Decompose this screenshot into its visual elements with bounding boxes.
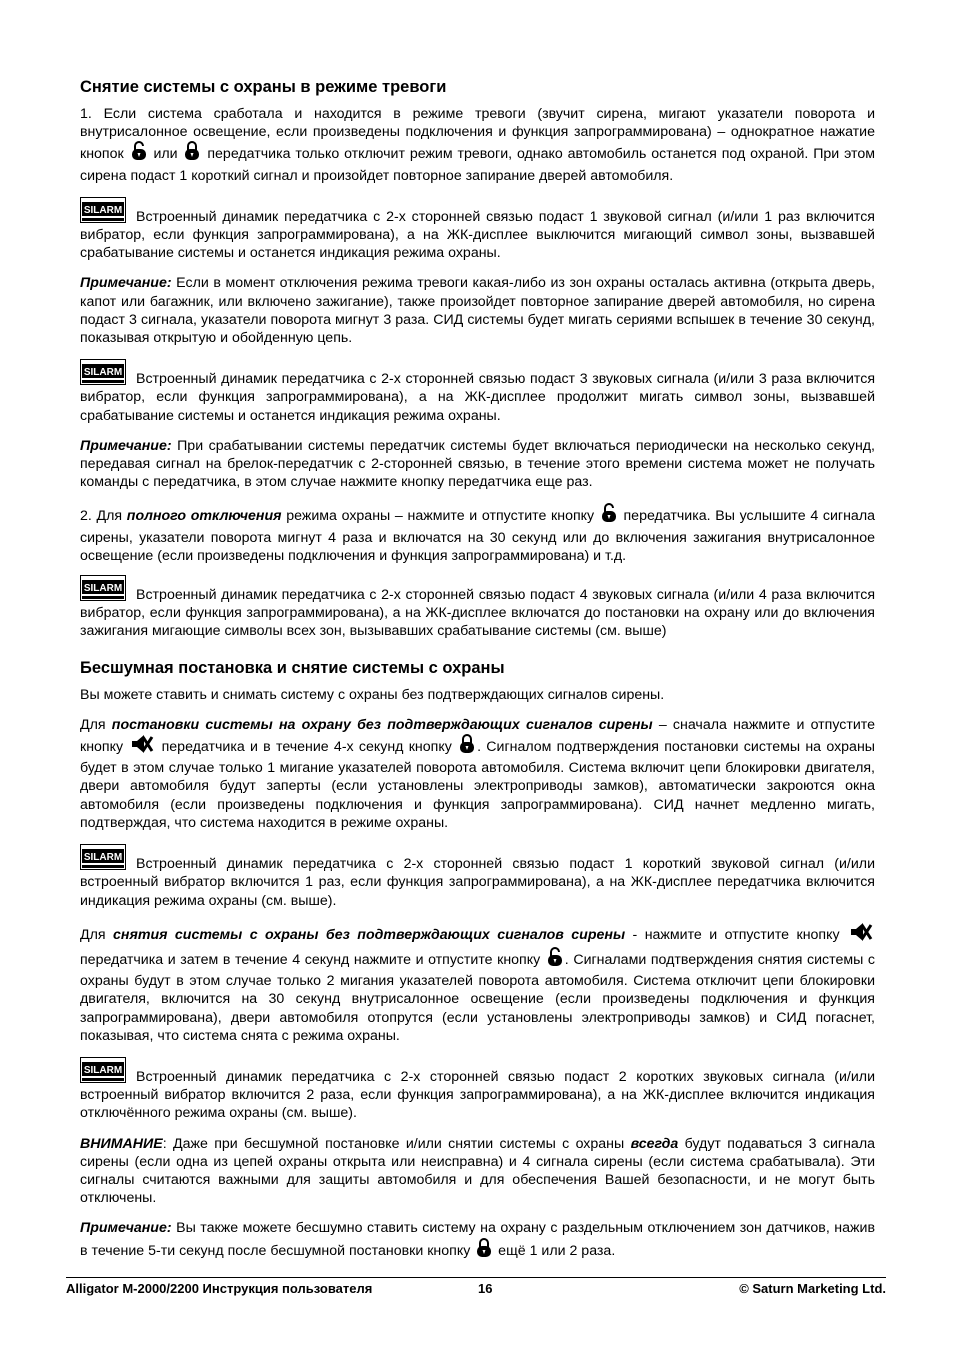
text: . Сигналами подтверждения снятия системы с охраны будут в этом случае только 2 мигания указателей поворота автомобиля. Система отключит цепи блокировки двигателя, включится на 30 секунд внутрисалонное освещение (если произведены подключения и функция запрограммирована), двери автомобиля отопрутся (если установлены электроприводы замков) и СИД погаснет, показывая, что система снята с режима охраны. bbox=[80, 951, 875, 1044]
paragraph-note bbox=[80, 1219, 875, 1262]
lock-padlock-icon bbox=[184, 141, 200, 166]
paragraph-note bbox=[80, 437, 875, 492]
paragraph bbox=[80, 922, 875, 1045]
text: Встроенный динамик передатчика с 2-х сторонней связью подаст 3 звуковых сигнала (и/или 3 раза включится вибратор, если функция запрограммирована), а на ЖК-дисплее продолжит мигать символ зоны, вызвавшей срабатывание системы и останется индикация режима охраны. bbox=[80, 371, 875, 424]
silarm-icon bbox=[80, 197, 126, 223]
text: Для bbox=[80, 716, 112, 733]
paragraph-2way bbox=[80, 575, 875, 641]
text: передатчика. Вы услышите 4 сигнала сирены, указатели поворота мигнут 4 раза и включатся на 30 секунд или до включения зажигания внутрисалонное освещение (если произведены подключения и функция запрограммирована) и т.д. bbox=[80, 508, 875, 564]
text: 1. Если система сработала и находится в режиме тревоги (звучит сирена, мигают указатели поворота и внутрисалонное освещение, если произведены подключения и функция запрограммирована) – однократное нажатие кнопок bbox=[80, 106, 875, 163]
text: Если в момент отключения режима тревоги какая-либо из зон охраны осталась активна (открыта дверь, капот или багажник, или включено зажигание), также произойдет повторное запирание дверей автомобиля, но сирена подаст 3 сигнала, указатели поворота мигнут 3 раза. СИД системы будет мигать сериями вспышек в течение 30 секунд, показывая открытую и обойденную цепь. bbox=[80, 275, 875, 347]
lock-padlock-icon bbox=[476, 1238, 492, 1263]
emphasis: постановки системы на охрану без подтверждающих сигналов сирены bbox=[111, 716, 653, 733]
text: Для bbox=[80, 926, 114, 943]
text: - нажмите и отпустите кнопку bbox=[625, 926, 847, 943]
document-body bbox=[80, 78, 875, 1275]
emphasis: снятия системы с охраны без подтверждающих сигналов сирены bbox=[113, 926, 626, 943]
note-label: Примечание: bbox=[80, 437, 172, 454]
silarm-icon bbox=[80, 359, 126, 385]
text: Встроенный динамик передатчика с 2-х сторонней связью подаст 4 звуковых сигнала (и/или 4 раза включится вибратор, если функция запрограммирована), а на ЖК-дисплее включатся до постановки на охрану или до включения зажигания мигающие символы всех зон, вызывавших срабатывание системы (см. выше) bbox=[80, 587, 875, 640]
paragraph-2way bbox=[80, 1057, 875, 1123]
silarm-icon bbox=[80, 575, 126, 601]
unlock-padlock-icon bbox=[601, 503, 617, 528]
page-number: 16 bbox=[478, 1281, 493, 1296]
text: Встроенный динамик передатчика с 2-х сторонней связью подаст 1 звуковой сигнал (и/или 1 раз включится вибратор, если функция запрограммирована), а на ЖК-дисплее выключится мигающий символ зоны, вызвавшей срабатывание системы и останется индикация режима охраны. bbox=[80, 208, 875, 262]
text: передатчика и затем в течение 4 секунд нажмите и отпустите кнопку bbox=[80, 951, 545, 968]
section-title-alarm-disarm: Снятие системы с охраны в режиме тревоги bbox=[80, 78, 447, 96]
emphasis: полного отключения bbox=[126, 508, 282, 525]
text: будут подаваться 3 сигнала сирены (если одна из цепей охраны открыта или неисправна) и 4 сигнала сирены (если система срабатывала). Эти сигналы считаются важными для защиты автомобиля и для обеспечения Вашей безопасности, и не могут быть отключены. bbox=[80, 1135, 875, 1207]
silarm-label: SILARM bbox=[83, 367, 123, 379]
paragraph-2way bbox=[80, 844, 875, 910]
paragraph bbox=[80, 503, 875, 565]
silarm-icon bbox=[80, 1057, 126, 1083]
text: Встроенный динамик передатчика с 2-х сторонней связью подаст 2 коротких звуковых сигнала (и/или встроенный вибратор включится 2 раза, если функция запрограммирована), а на ЖК-дисплее включится индикация отключённого режима охраны (см. выше). bbox=[80, 1068, 875, 1122]
text: ещё 1 или 2 раза. bbox=[494, 1242, 616, 1259]
paragraph-2way bbox=[80, 359, 875, 425]
text: : Даже при бесшумной постановке и/или снятии системы с охраны bbox=[162, 1135, 631, 1152]
text: режима охраны – нажмите и отпустите кнопку bbox=[281, 508, 599, 525]
speaker-mute-icon bbox=[849, 922, 873, 947]
section-title-silent-arm: Бесшумная постановка и снятие системы с охраны bbox=[80, 658, 505, 677]
paragraph-warning bbox=[80, 1135, 875, 1208]
page-footer bbox=[66, 1277, 886, 1298]
note-label: Примечание: bbox=[80, 275, 172, 292]
paragraph bbox=[80, 716, 875, 832]
unlock-padlock-icon bbox=[131, 141, 147, 166]
text: 2. Для bbox=[80, 508, 127, 525]
silarm-label: SILARM bbox=[83, 852, 123, 864]
paragraph bbox=[80, 105, 875, 185]
text: Встроенный динамик передатчика с 2-х сторонней связью подаст 1 короткий звуковой сигнал (и/или встроенный вибратор включится 1 раз, если функция запрограммирована), а на ЖК-дисплее передатчика включится индикация режима охраны (см. выше). bbox=[80, 856, 875, 909]
paragraph-note bbox=[80, 274, 875, 347]
paragraph bbox=[80, 686, 875, 704]
text: передатчика только отключит режим тревоги, однако автомобиль останется под охраной. При этом сирена подаст 1 короткий сигнал и произойдет повторное запирание дверей автомобиля. bbox=[80, 146, 875, 184]
footer-copyright: © Saturn Marketing Ltd. bbox=[739, 1281, 886, 1296]
text: Вы можете ставить и снимать систему с охраны без подтверждающих сигналов сирены. bbox=[80, 686, 665, 703]
text: При срабатывании системы передатчик системы будет включаться периодически на несколько секунд, передавая сигнал на брелок-передатчик с 2-сторонней связью, в течение этого времени система может не получать команды с передатчика, в этом случае нажмите кнопку передатчика еще раз. bbox=[80, 437, 875, 491]
silarm-icon bbox=[80, 844, 126, 870]
text: или bbox=[148, 146, 183, 163]
footer-title: Alligator M-2000/2200 Инструкция пользователя bbox=[66, 1281, 373, 1296]
text: – сначала нажмите и отпустите кнопку bbox=[80, 716, 876, 756]
silarm-label: SILARM bbox=[83, 1064, 123, 1076]
speaker-mute-icon bbox=[130, 734, 154, 759]
note-label: Примечание: bbox=[80, 1220, 172, 1237]
warning-label: ВНИМАНИЕ bbox=[80, 1135, 163, 1152]
text: Вы также можете бесшумно ставить систему на охрану с раздельным отключением зон датчиков, нажив в течение 5-ти секунд после бесшумной постановки кнопку bbox=[80, 1220, 875, 1259]
lock-padlock-icon bbox=[459, 734, 475, 759]
unlock-padlock-icon bbox=[547, 947, 563, 972]
text: передатчика и в течение 4-х секунд кнопку bbox=[156, 739, 458, 756]
silarm-label: SILARM bbox=[83, 204, 123, 216]
silarm-label: SILARM bbox=[83, 583, 123, 595]
emphasis: всегда bbox=[630, 1135, 679, 1152]
text: . Сигналом подтверждения постановки системы на охраны будет в этом случае только 1 мигание указателей поворота автомобиля. Система включит цепи блокировки двигателя, двери автомобиля будут заперты (если установлены электроприводы замков), автоматически закроются окна автомобиля (если произведены подключения и функция запрограммирована). СИД начнет медленно мигать, подтверждая, что система находится в режиме охраны. bbox=[80, 739, 875, 831]
paragraph-2way bbox=[80, 197, 875, 263]
